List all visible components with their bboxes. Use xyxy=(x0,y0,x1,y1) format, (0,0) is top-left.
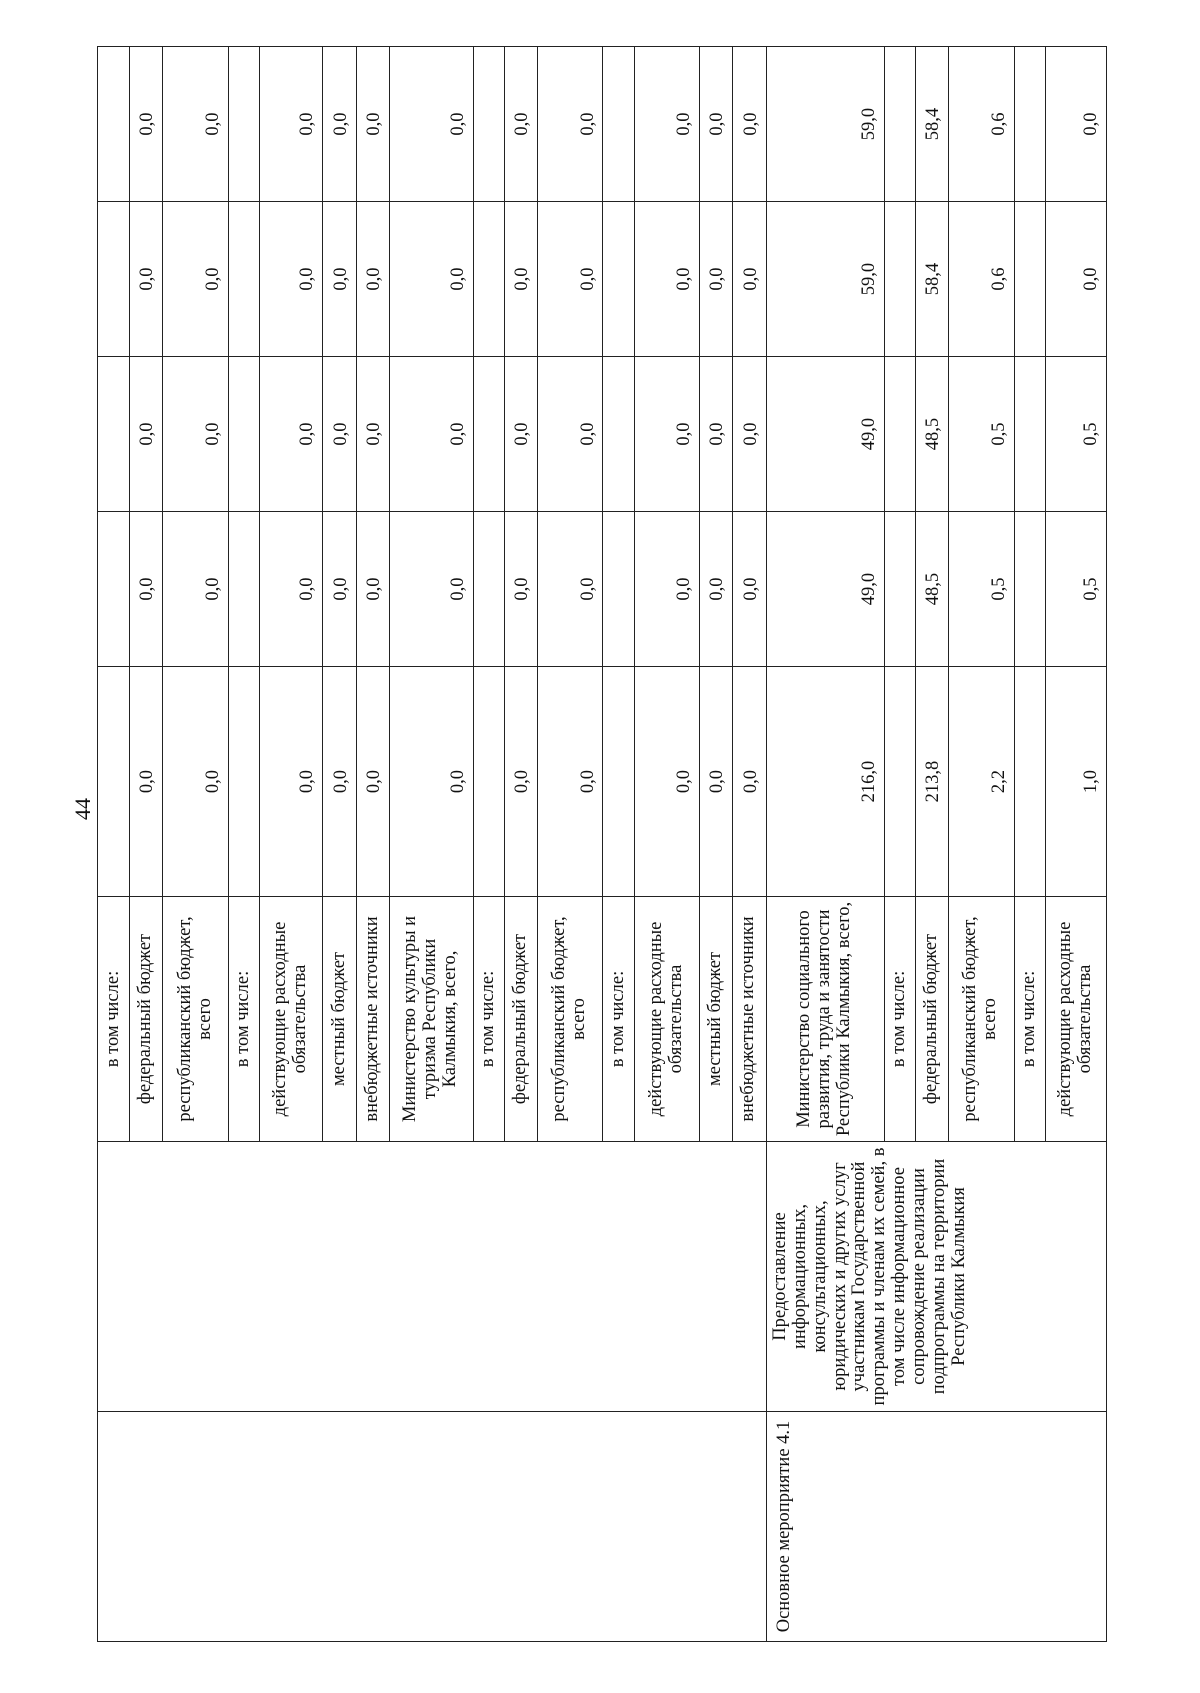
value-cell xyxy=(98,357,130,512)
value-cell xyxy=(98,202,130,357)
value-cell: 0,0 xyxy=(356,512,389,667)
value-cell: 49,0 xyxy=(766,357,884,512)
value-cell: 0,0 xyxy=(389,357,473,512)
value-cell: 0,0 xyxy=(634,47,699,202)
value-cell xyxy=(473,202,504,357)
value-cell xyxy=(473,47,504,202)
value-cell: 0,0 xyxy=(356,202,389,357)
row-label: республиканский бюджет, всего xyxy=(949,897,1014,1142)
value-cell: 0,0 xyxy=(260,47,323,202)
value-cell: 0,0 xyxy=(538,202,603,357)
value-cell xyxy=(603,47,634,202)
value-cell xyxy=(884,357,915,512)
value-cell xyxy=(1014,512,1045,667)
value-cell: 0,0 xyxy=(323,512,356,667)
value-cell: 59,0 xyxy=(766,47,884,202)
budget-table-body xyxy=(98,47,1107,1642)
row-label: действующие расходные обязательства xyxy=(260,897,323,1142)
value-cell xyxy=(228,47,259,202)
page-number: 44 xyxy=(70,798,95,820)
value-cell: 0,5 xyxy=(1045,512,1106,667)
value-cell xyxy=(228,202,259,357)
value-cell: 0,6 xyxy=(949,47,1014,202)
blank-code-cell xyxy=(98,1412,767,1642)
value-cell: 213,8 xyxy=(915,667,948,897)
value-cell xyxy=(1014,357,1045,512)
value-cell: 1,0 xyxy=(1045,667,1106,897)
value-cell: 49,0 xyxy=(766,512,884,667)
value-cell: 0,0 xyxy=(389,202,473,357)
value-cell: 48,5 xyxy=(915,357,948,512)
value-cell: 216,0 xyxy=(766,667,884,897)
row-label: республиканский бюджет, всего xyxy=(538,897,603,1142)
value-cell: 0,0 xyxy=(323,667,356,897)
row-label: внебюджетные источники xyxy=(733,897,766,1142)
value-cell: 0,0 xyxy=(700,47,733,202)
row-label: республиканский бюджет, всего xyxy=(163,897,228,1142)
value-cell: 0,0 xyxy=(634,202,699,357)
row-label: федеральный бюджет xyxy=(915,897,948,1142)
value-cell: 0,0 xyxy=(538,512,603,667)
value-cell xyxy=(884,512,915,667)
value-cell: 0,0 xyxy=(163,202,228,357)
value-cell: 0,0 xyxy=(130,202,163,357)
value-cell: 0,0 xyxy=(356,667,389,897)
measure-description: Предоставление информационных, консультационных, юридических и других услуг участникам Государственной программы и членам их семей, в том числе информационное сопровождение реализации подпрограммы на территории Республики Калмыкия xyxy=(766,1142,1106,1412)
value-cell: 0,0 xyxy=(163,357,228,512)
value-cell: 0,0 xyxy=(163,667,228,897)
value-cell: 0,0 xyxy=(130,357,163,512)
value-cell: 0,0 xyxy=(733,512,766,667)
row-label: в том числе: xyxy=(884,897,915,1142)
value-cell xyxy=(473,667,504,897)
value-cell xyxy=(228,512,259,667)
blank-description-cell xyxy=(98,1142,767,1412)
value-cell: 0,0 xyxy=(389,512,473,667)
row-label: Министерство социального развития, труда и занятости Республики Калмыкия, всего, xyxy=(766,897,884,1142)
budget-table-wrapper xyxy=(97,47,1107,1642)
value-cell: 0,0 xyxy=(163,47,228,202)
value-cell: 0,0 xyxy=(130,47,163,202)
row-label: местный бюджет xyxy=(323,897,356,1142)
value-cell: 0,0 xyxy=(260,202,323,357)
value-cell xyxy=(884,202,915,357)
row-label: в том числе: xyxy=(1014,897,1045,1142)
value-cell: 0,0 xyxy=(323,47,356,202)
value-cell: 0,0 xyxy=(323,357,356,512)
value-cell: 58,4 xyxy=(915,47,948,202)
value-cell: 0,0 xyxy=(389,47,473,202)
value-cell: 0,0 xyxy=(389,667,473,897)
row-label: местный бюджет xyxy=(700,897,733,1142)
row-label: действующие расходные обязательства xyxy=(634,897,699,1142)
value-cell xyxy=(98,47,130,202)
value-cell: 0,0 xyxy=(163,512,228,667)
value-cell: 0,0 xyxy=(260,512,323,667)
value-cell xyxy=(884,667,915,897)
table-row xyxy=(766,47,884,1642)
value-cell: 0,0 xyxy=(634,357,699,512)
value-cell: 0,0 xyxy=(700,202,733,357)
value-cell xyxy=(1014,47,1045,202)
value-cell xyxy=(98,667,130,897)
value-cell: 0,0 xyxy=(634,667,699,897)
value-cell xyxy=(603,512,634,667)
value-cell: 0,0 xyxy=(538,47,603,202)
value-cell: 0,0 xyxy=(700,357,733,512)
value-cell: 0,0 xyxy=(504,357,537,512)
value-cell xyxy=(473,357,504,512)
value-cell: 0,0 xyxy=(1045,202,1106,357)
value-cell: 0,0 xyxy=(504,202,537,357)
row-label: федеральный бюджет xyxy=(504,897,537,1142)
value-cell: 0,0 xyxy=(700,512,733,667)
value-cell: 0,6 xyxy=(949,202,1014,357)
value-cell: 0,0 xyxy=(733,667,766,897)
value-cell xyxy=(228,667,259,897)
row-label: в том числе: xyxy=(603,897,634,1142)
value-cell xyxy=(884,47,915,202)
value-cell: 0,0 xyxy=(504,667,537,897)
value-cell: 0,0 xyxy=(356,357,389,512)
value-cell xyxy=(1014,667,1045,897)
row-label: Министерство культуры и туризма Республики Калмыкия, всего, xyxy=(389,897,473,1142)
value-cell xyxy=(228,357,259,512)
value-cell: 0,0 xyxy=(260,357,323,512)
value-cell xyxy=(603,202,634,357)
value-cell: 0,0 xyxy=(323,202,356,357)
value-cell: 0,0 xyxy=(356,47,389,202)
value-cell: 0,0 xyxy=(260,667,323,897)
value-cell: 0,0 xyxy=(504,47,537,202)
row-label: федеральный бюджет xyxy=(130,897,163,1142)
value-cell: 0,0 xyxy=(504,512,537,667)
value-cell: 2,2 xyxy=(949,667,1014,897)
value-cell xyxy=(603,667,634,897)
value-cell: 0,0 xyxy=(1045,47,1106,202)
value-cell xyxy=(603,357,634,512)
value-cell: 0,0 xyxy=(733,357,766,512)
value-cell: 48,5 xyxy=(915,512,948,667)
row-label: в том числе: xyxy=(473,897,504,1142)
value-cell xyxy=(473,512,504,667)
value-cell: 0,0 xyxy=(130,667,163,897)
value-cell: 0,0 xyxy=(538,357,603,512)
value-cell: 0,0 xyxy=(733,47,766,202)
value-cell: 0,5 xyxy=(949,357,1014,512)
budget-table xyxy=(97,46,1107,1642)
row-label: внебюджетные источники xyxy=(356,897,389,1142)
value-cell: 0,0 xyxy=(700,667,733,897)
table-row xyxy=(98,47,130,1642)
value-cell: 0,0 xyxy=(538,667,603,897)
value-cell: 0,5 xyxy=(949,512,1014,667)
value-cell xyxy=(98,512,130,667)
value-cell: 0,0 xyxy=(130,512,163,667)
value-cell: 58,4 xyxy=(915,202,948,357)
value-cell xyxy=(1014,202,1045,357)
measure-code: Основное мероприятие 4.1 xyxy=(766,1412,1106,1642)
value-cell: 59,0 xyxy=(766,202,884,357)
row-label: в том числе: xyxy=(98,897,130,1142)
row-label: в том числе: xyxy=(228,897,259,1142)
value-cell: 0,5 xyxy=(1045,357,1106,512)
value-cell: 0,0 xyxy=(733,202,766,357)
value-cell: 0,0 xyxy=(634,512,699,667)
row-label: действующие расходные обязательства xyxy=(1045,897,1106,1142)
